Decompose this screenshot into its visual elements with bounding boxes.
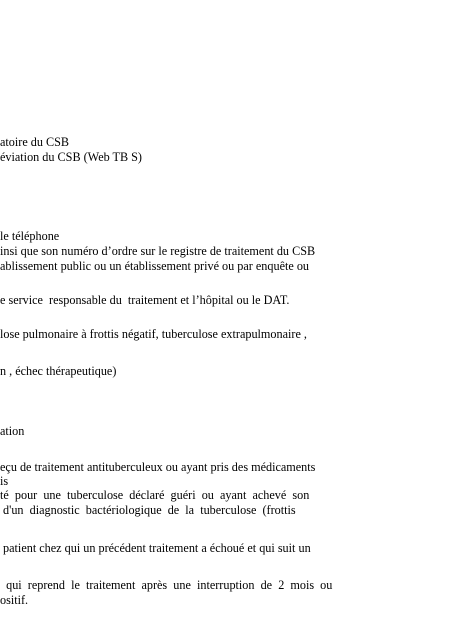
- text-line: n , échec thérapeutique): [0, 364, 117, 378]
- text-line: ositif.: [0, 593, 29, 607]
- text-line: qui reprend le traitement après une interruption de 2 mois ou: [0, 578, 333, 592]
- text-line: ablissement public ou un établissement privé ou par enquête ou: [0, 259, 310, 273]
- text-line: éviation du CSB (Web TB S): [0, 150, 142, 164]
- text-line: le téléphone: [0, 229, 60, 243]
- text-line: is: [0, 474, 9, 488]
- text-line: ation: [0, 424, 25, 438]
- text-line: patient chez qui un précédent traitement a échoué et qui suit un: [0, 541, 311, 555]
- text-line: lose pulmonaire à frottis négatif, tuberculose extrapulmonaire ,: [0, 327, 307, 341]
- text-line: atoire du CSB: [0, 135, 70, 149]
- text-line: té pour une tuberculose déclaré guéri ou ayant achevé son: [0, 488, 310, 502]
- text-line: insi que son numéro d’ordre sur le registre de traitement du CSB: [0, 244, 316, 258]
- text-line: eçu de traitement antituberculeux ou ayant pris des médicaments: [0, 460, 316, 474]
- text-line: e service responsable du traitement et l’hôpital ou le DAT.: [0, 293, 290, 307]
- text-line: d'un diagnostic bactériologique de la tuberculose (frottis: [0, 503, 296, 517]
